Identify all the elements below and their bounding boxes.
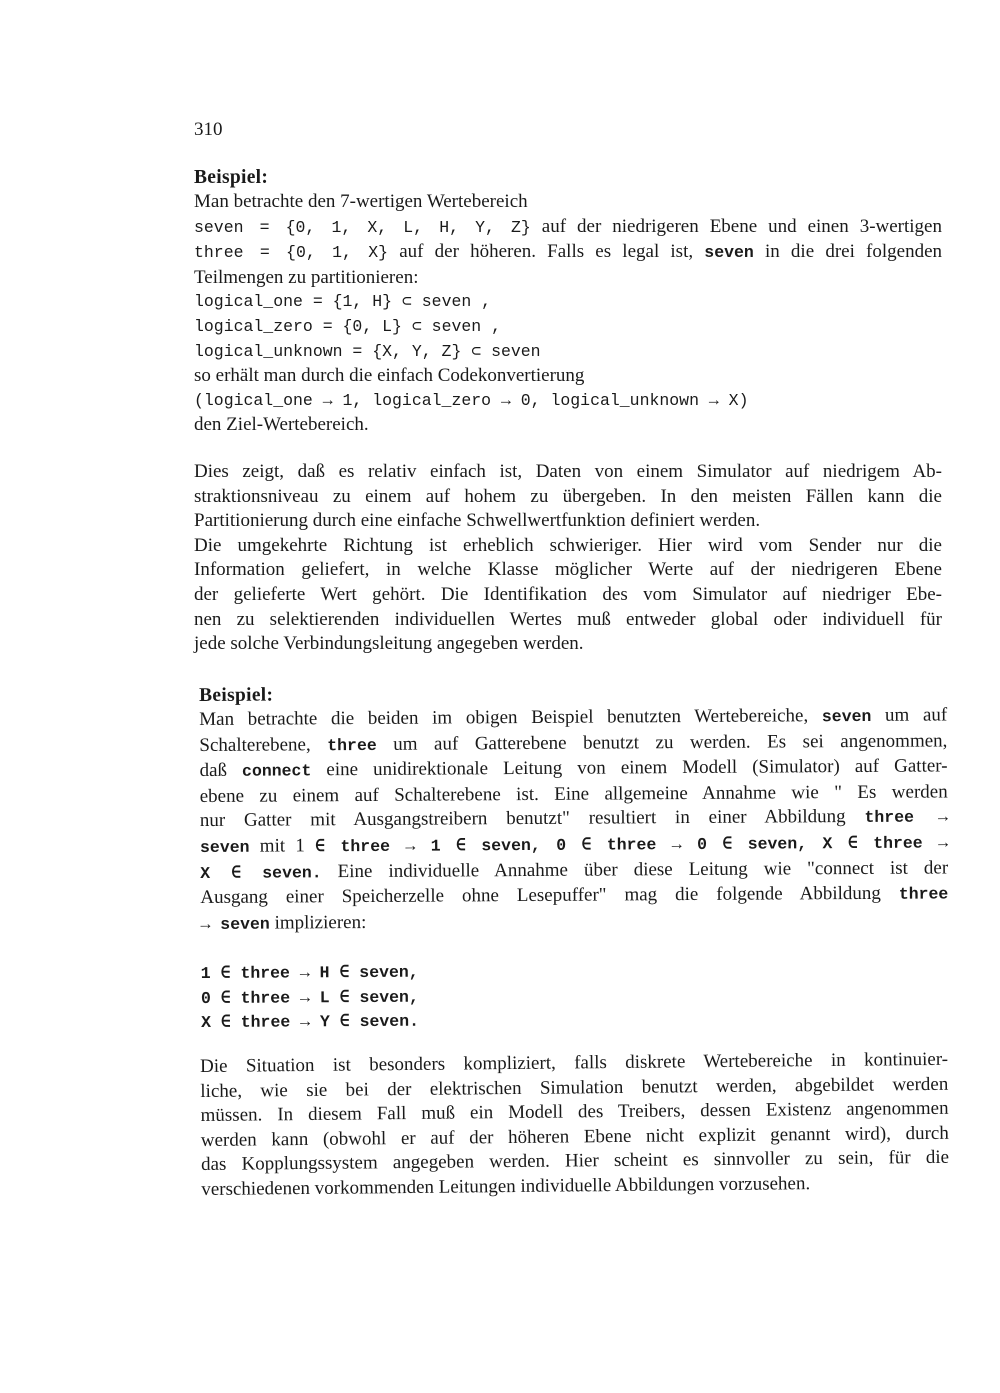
code-connect: connect <box>241 761 312 781</box>
example-1-line <box>194 240 942 266</box>
paragraph-line: straktionsniveau zu einem auf hohem zu übergeben. In den meisten Fällen kann die <box>194 485 942 507</box>
text-fragment: in die drei folgenden <box>753 241 943 263</box>
text-fragment: auf der höheren. Falls es legal ist, <box>388 241 705 263</box>
paragraph-line: der gelieferte Wert gehört. Die Identifikation des vom Simulator auf niedriger Ebe- <box>194 583 942 605</box>
text-fragment: Schalterebene, <box>199 733 328 756</box>
code-three: three <box>898 884 949 904</box>
code-map-1: 1 ∈ three → H ∈ seven, <box>200 962 419 983</box>
text-fragment: Eine individuelle Annahme über diese Leitung wie "connect ist der <box>321 856 949 882</box>
example-1 <box>194 165 942 438</box>
code-map-x: X ∈ three → Y ∈ seven. <box>201 1011 420 1033</box>
text-fragment: Ausgang einer Speicherzelle ohne Lesepuffer" mag die folgende Abbildung <box>200 882 899 909</box>
text-fragment: implizieren: <box>269 911 367 934</box>
code-logical-zero: logical_zero = {0, L} ⊂ seven , <box>194 316 501 336</box>
paragraph-line: jede solche Verbindungsleitung angegeben werden. <box>194 633 584 655</box>
paragraph-line: Die umgekehrte Richtung ist erheblich schwieriger. Hier wird vom Sender nur die <box>194 534 942 556</box>
text-fragment: um auf Gatterebene benutzt zu werden. Es sei angenommen, <box>376 730 948 755</box>
example-2-heading: Beispiel: <box>199 684 274 706</box>
code-mapping-inline: ∈ three → 1 ∈ seven, 0 ∈ three → 0 ∈ seven, X ∈ three → <box>315 833 949 857</box>
code-logical-unknown: logical_unknown = {X, Y, Z} ⊂ seven <box>194 341 541 361</box>
paragraph-4 <box>200 1048 949 1203</box>
code-three: three <box>327 735 377 755</box>
example-1-line: Man betrachte den 7-wertigen Wertebereich <box>194 191 528 212</box>
example-2 <box>199 678 949 1035</box>
code-seven: seven <box>821 706 872 727</box>
code-three-set: three = {0, 1, X} <box>194 243 389 263</box>
example-2-line <box>200 882 948 912</box>
paragraph-2 <box>194 460 942 657</box>
paragraph-line: Partitionierung durch eine einfache Schwellwertfunktion definiert werden. <box>194 510 761 532</box>
code-mapping: (logical_one → 1, logical_zero → 0, logical_unknown → X) <box>194 390 749 410</box>
paragraph-line: Information geliefert, in welche Klasse möglicher Werte auf der niedrigeren Ebene <box>194 559 942 581</box>
paragraph-line: müssen. In diesem Fall muß ein Modell des Treibers, dessen Existenz angenommen <box>200 1098 949 1127</box>
text-fragment: um auf <box>871 704 948 726</box>
paragraph-line: liche, wie sie bei der elektrischen Simulation benutzt werden, abgebildet werden <box>200 1073 949 1102</box>
code-seven-set: seven = {0, 1, X, L, H, Y, Z} <box>194 217 531 237</box>
code-x-in-seven: X ∈ seven. <box>200 862 322 883</box>
code-arrow-seven: → seven <box>200 914 270 934</box>
text-fragment: mit 1 <box>249 835 316 857</box>
example-1-line <box>194 215 942 241</box>
example-1-heading: Beispiel: <box>194 167 269 188</box>
text-fragment: Man betrachte die beiden im obigen Beispiel benutzten Wertebereiche, <box>199 705 822 730</box>
paragraph-line: Die Situation ist besonders kompliziert, falls diskrete Wertebereiche in kontinuier- <box>200 1048 949 1077</box>
example-1-line: so erhält man durch die einfach Codekonvertierung <box>194 365 585 387</box>
paragraph-line: Dies zeigt, daß es relativ einfach ist, Daten von einem Simulator auf niedrigem Ab- <box>194 461 942 482</box>
code-map-0: 0 ∈ three → L ∈ seven, <box>200 987 419 1008</box>
example-1-line: Teilmengen zu partitionieren: <box>194 266 419 288</box>
paragraph-line: nen zu selektierenden individuellen Wertes muß entweder global oder individuell für <box>194 608 942 630</box>
code-logical-one: logical_one = {1, H} ⊂ seven , <box>194 292 492 312</box>
text-fragment: daß <box>199 759 243 782</box>
example-2-line: ebene zu einem auf Schalterebene ist. Eine allgemeine Annahme wie " Es werden <box>199 781 948 807</box>
example-2-line <box>199 703 947 733</box>
text-fragment: nur Gatter mit Ausgangstreibern benutzt" resultiert in einer Abbildung <box>199 806 865 832</box>
page-number: 310 <box>194 119 223 140</box>
paragraph-line: verschiedenen vorkommenden Leitungen individuelle Abbildungen vorzusehen. <box>201 1173 811 1200</box>
paragraph-line: werden kann (obwohl er auf der höheren Ebene nicht explizit genannt wird), durch <box>200 1122 949 1151</box>
text-fragment: auf der niedrigeren Ebene und einen 3-wertigen <box>530 215 942 237</box>
text-fragment: eine unidirektionale Leitung von einem Modell (Simulator) auf Gatter- <box>311 755 948 781</box>
example-2-line <box>200 830 948 860</box>
code-seven-bold: seven <box>704 243 754 263</box>
example-1-line: den Ziel-Wertebereich. <box>194 414 369 436</box>
code-seven: seven <box>199 837 250 857</box>
paragraph-line: das Kopplungssystem angegeben werden. Hier scheint es sinnvoller zu sein, für die <box>200 1147 950 1176</box>
code-three-arrow: three → <box>864 807 948 828</box>
